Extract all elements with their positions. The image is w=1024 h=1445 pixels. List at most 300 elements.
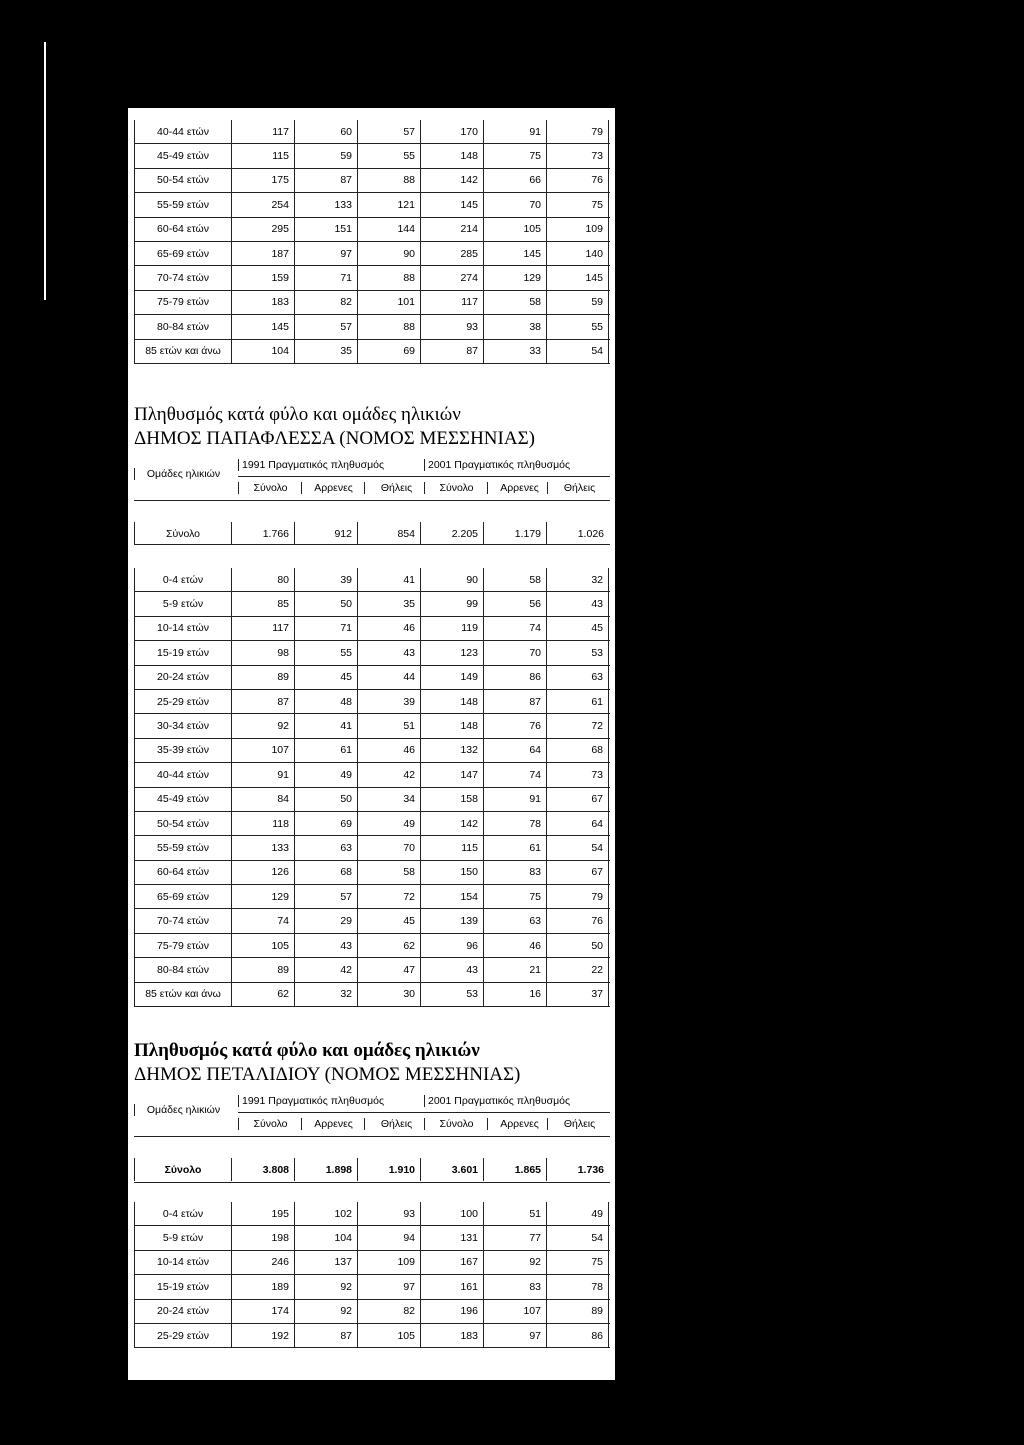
value-cell: 101 [357, 291, 420, 314]
sub-header-total-1991: Σύνολο [238, 482, 302, 494]
value-cell: 46 [483, 934, 546, 957]
value-cell: 38 [483, 315, 546, 338]
value-cell: 43 [294, 934, 357, 957]
value-cell: 82 [294, 291, 357, 314]
value-cell: 54 [546, 836, 609, 859]
value-cell: 187 [231, 242, 294, 265]
value-cell: 74 [483, 763, 546, 786]
value-cell: 89 [546, 1300, 609, 1323]
value-cell: 97 [357, 1275, 420, 1298]
value-cell: 75 [546, 193, 609, 216]
value-cell: 44 [357, 666, 420, 689]
table-row [134, 763, 610, 787]
value-cell: 94 [357, 1226, 420, 1249]
value-cell: 83 [483, 861, 546, 884]
sub-header-male-1991: Αρρενες [301, 1118, 365, 1130]
sub-header-male-1991: Αρρενες [301, 482, 365, 494]
value-cell: 198 [231, 1226, 294, 1249]
value-cell: 183 [231, 291, 294, 314]
value-cell: 183 [420, 1324, 483, 1347]
value-cell: 68 [294, 861, 357, 884]
petalidiou-title-line1: Πληθυσμός κατά φύλο και ομάδες ηλικιών [134, 1040, 480, 1061]
table-row [134, 885, 610, 909]
value-cell: 35 [294, 340, 357, 363]
value-cell: 133 [231, 836, 294, 859]
value-cell: 105 [231, 934, 294, 957]
value-cell: 43 [357, 641, 420, 664]
value-cell: 76 [546, 169, 609, 192]
top-continuation-table [134, 120, 610, 364]
papaflessa-header [134, 456, 610, 496]
age-group-cell: 70-74 ετών [134, 266, 231, 289]
value-cell: 87 [420, 340, 483, 363]
value-cell: 92 [294, 1275, 357, 1298]
value-cell: 29 [294, 909, 357, 932]
total-value: 2.205 [420, 522, 483, 545]
total-value: 1.026 [546, 522, 609, 545]
value-cell: 79 [546, 120, 609, 143]
value-cell: 97 [483, 1324, 546, 1347]
value-cell: 39 [294, 568, 357, 591]
value-cell: 84 [231, 788, 294, 811]
value-cell: 140 [546, 242, 609, 265]
table-row [134, 340, 610, 364]
age-group-cell: 10-14 ετών [134, 617, 231, 640]
value-cell: 34 [357, 788, 420, 811]
value-cell: 46 [357, 739, 420, 762]
total-value: 1.766 [231, 522, 294, 545]
value-cell: 51 [483, 1202, 546, 1225]
value-cell: 115 [231, 144, 294, 167]
sub-header-total-2001: Σύνολο [424, 1118, 488, 1130]
value-cell: 107 [483, 1300, 546, 1323]
table-row [134, 812, 610, 836]
value-cell: 43 [420, 958, 483, 981]
value-cell: 63 [294, 836, 357, 859]
value-cell: 50 [294, 592, 357, 615]
value-cell: 149 [420, 666, 483, 689]
value-cell: 56 [483, 592, 546, 615]
value-cell: 54 [546, 340, 609, 363]
age-group-cell: 75-79 ετών [134, 934, 231, 957]
value-cell: 43 [546, 592, 609, 615]
age-group-cell: 60-64 ετών [134, 218, 231, 241]
value-cell: 37 [546, 983, 609, 1006]
value-cell: 167 [420, 1251, 483, 1274]
value-cell: 117 [231, 120, 294, 143]
value-cell: 58 [483, 568, 546, 591]
table-row [134, 714, 610, 738]
value-cell: 45 [294, 666, 357, 689]
value-cell: 145 [483, 242, 546, 265]
value-cell: 46 [357, 617, 420, 640]
age-groups-header: Ομάδες ηλικιών [134, 468, 232, 480]
age-group-cell: 0-4 ετών [134, 1202, 231, 1225]
value-cell: 137 [294, 1251, 357, 1274]
value-cell: 87 [483, 690, 546, 713]
papaflessa-total-row [134, 522, 610, 545]
age-group-cell: 5-9 ετών [134, 592, 231, 615]
age-group-cell: 0-4 ετών [134, 568, 231, 591]
value-cell: 115 [420, 836, 483, 859]
value-cell: 214 [420, 218, 483, 241]
value-cell: 93 [420, 315, 483, 338]
value-cell: 64 [483, 739, 546, 762]
value-cell: 72 [357, 885, 420, 908]
value-cell: 69 [357, 340, 420, 363]
value-cell: 47 [357, 958, 420, 981]
value-cell: 91 [231, 763, 294, 786]
table-row [134, 1202, 610, 1226]
table-row [134, 266, 610, 290]
value-cell: 97 [294, 242, 357, 265]
value-cell: 74 [231, 909, 294, 932]
value-cell: 92 [483, 1251, 546, 1274]
table-row [134, 788, 610, 812]
value-cell: 48 [294, 690, 357, 713]
age-groups-header: Ομάδες ηλικιών [134, 1104, 232, 1116]
value-cell: 142 [420, 169, 483, 192]
age-group-cell: 25-29 ετών [134, 690, 231, 713]
value-cell: 83 [483, 1275, 546, 1298]
value-cell: 49 [357, 812, 420, 835]
value-cell: 148 [420, 690, 483, 713]
value-cell: 87 [294, 1324, 357, 1347]
value-cell: 50 [546, 934, 609, 957]
value-cell: 145 [546, 266, 609, 289]
value-cell: 57 [294, 315, 357, 338]
value-cell: 87 [231, 690, 294, 713]
papaflessa-table [134, 568, 610, 1007]
age-group-cell: 50-54 ετών [134, 169, 231, 192]
value-cell: 100 [420, 1202, 483, 1225]
age-group-cell: 30-34 ετών [134, 714, 231, 737]
group-2001-header: 2001 Πραγματικός πληθυσμός [424, 459, 610, 471]
table-row [134, 641, 610, 665]
total-value: 1.736 [546, 1158, 609, 1181]
group-1991-header: 1991 Πραγματικός πληθυσμός [238, 1095, 424, 1107]
value-cell: 78 [546, 1275, 609, 1298]
value-cell: 195 [231, 1202, 294, 1225]
value-cell: 144 [357, 218, 420, 241]
sub-header-female-2001: Θήλεις [547, 1118, 611, 1130]
petalidiou-total-row [134, 1158, 610, 1181]
table-row [134, 1251, 610, 1275]
total-value: 1.898 [294, 1158, 357, 1181]
papaflessa-title-line2: ΔΗΜΟΣ ΠΑΠΑΦΛΕΣΣΑ (ΝΟΜΟΣ ΜΕΣΣΗΝΙΑΣ) [134, 428, 535, 449]
value-cell: 88 [357, 315, 420, 338]
value-cell: 107 [231, 739, 294, 762]
value-cell: 86 [483, 666, 546, 689]
value-cell: 109 [357, 1251, 420, 1274]
value-cell: 57 [294, 885, 357, 908]
age-group-cell: 15-19 ετών [134, 641, 231, 664]
value-cell: 71 [294, 617, 357, 640]
value-cell: 105 [483, 218, 546, 241]
total-value: 3.601 [420, 1158, 483, 1181]
age-group-cell: 45-49 ετών [134, 144, 231, 167]
value-cell: 123 [420, 641, 483, 664]
value-cell: 129 [231, 885, 294, 908]
total-value: 1.865 [483, 1158, 546, 1181]
group-1991-header: 1991 Πραγματικός πληθυσμός [238, 459, 424, 471]
age-group-cell: 40-44 ετών [134, 120, 231, 143]
value-cell: 76 [546, 909, 609, 932]
value-cell: 67 [546, 788, 609, 811]
value-cell: 295 [231, 218, 294, 241]
value-cell: 88 [357, 169, 420, 192]
value-cell: 151 [294, 218, 357, 241]
value-cell: 104 [294, 1226, 357, 1249]
value-cell: 274 [420, 266, 483, 289]
value-cell: 70 [357, 836, 420, 859]
sub-header-female-1991: Θήλεις [364, 1118, 428, 1130]
value-cell: 75 [483, 885, 546, 908]
value-cell: 90 [357, 242, 420, 265]
age-group-cell: 50-54 ετών [134, 812, 231, 835]
age-group-cell: 85 ετών και άνω [134, 983, 231, 1006]
value-cell: 90 [420, 568, 483, 591]
value-cell: 154 [420, 885, 483, 908]
table-row [134, 909, 610, 933]
table-row [134, 568, 610, 592]
table-row [134, 315, 610, 339]
value-cell: 98 [231, 641, 294, 664]
value-cell: 61 [483, 836, 546, 859]
value-cell: 32 [546, 568, 609, 591]
value-cell: 145 [420, 193, 483, 216]
value-cell: 55 [357, 144, 420, 167]
table-row [134, 169, 610, 193]
value-cell: 59 [294, 144, 357, 167]
value-cell: 53 [546, 641, 609, 664]
value-cell: 170 [420, 120, 483, 143]
value-cell: 58 [357, 861, 420, 884]
value-cell: 71 [294, 266, 357, 289]
value-cell: 88 [357, 266, 420, 289]
value-cell: 109 [546, 218, 609, 241]
table-row [134, 218, 610, 242]
petalidiou-title-line2: ΔΗΜΟΣ ΠΕΤΑΛΙΔΙΟΥ (ΝΟΜΟΣ ΜΕΣΣΗΝΙΑΣ) [134, 1064, 521, 1085]
value-cell: 196 [420, 1300, 483, 1323]
value-cell: 86 [546, 1324, 609, 1347]
value-cell: 189 [231, 1275, 294, 1298]
sub-header-female-1991: Θήλεις [364, 482, 428, 494]
value-cell: 67 [546, 861, 609, 884]
value-cell: 85 [231, 592, 294, 615]
table-row [134, 836, 610, 860]
value-cell: 51 [357, 714, 420, 737]
value-cell: 60 [294, 120, 357, 143]
total-label: Σύνολο [134, 522, 231, 545]
document-page [128, 108, 615, 1380]
value-cell: 104 [231, 340, 294, 363]
age-group-cell: 15-19 ετών [134, 1275, 231, 1298]
age-group-cell: 55-59 ετών [134, 193, 231, 216]
value-cell: 42 [357, 763, 420, 786]
value-cell: 174 [231, 1300, 294, 1323]
table-row [134, 1300, 610, 1324]
value-cell: 61 [546, 690, 609, 713]
table-row [134, 592, 610, 616]
value-cell: 73 [546, 763, 609, 786]
value-cell: 175 [231, 169, 294, 192]
value-cell: 119 [420, 617, 483, 640]
value-cell: 132 [420, 739, 483, 762]
value-cell: 16 [483, 983, 546, 1006]
value-cell: 192 [231, 1324, 294, 1347]
value-cell: 42 [294, 958, 357, 981]
value-cell: 57 [357, 120, 420, 143]
value-cell: 118 [231, 812, 294, 835]
value-cell: 99 [420, 592, 483, 615]
total-value: 1.179 [483, 522, 546, 545]
value-cell: 148 [420, 714, 483, 737]
table-row [134, 291, 610, 315]
value-cell: 82 [357, 1300, 420, 1323]
value-cell: 89 [231, 958, 294, 981]
age-group-cell: 45-49 ετών [134, 788, 231, 811]
table-row [134, 934, 610, 958]
value-cell: 126 [231, 861, 294, 884]
age-group-cell: 20-24 ετών [134, 666, 231, 689]
total-value: 854 [357, 522, 420, 545]
value-cell: 49 [546, 1202, 609, 1225]
total-label: Σύνολο [134, 1158, 231, 1181]
age-group-cell: 35-39 ετών [134, 739, 231, 762]
value-cell: 121 [357, 193, 420, 216]
value-cell: 161 [420, 1275, 483, 1298]
value-cell: 74 [483, 617, 546, 640]
value-cell: 145 [231, 315, 294, 338]
table-row [134, 144, 610, 168]
value-cell: 91 [483, 120, 546, 143]
age-group-cell: 10-14 ετών [134, 1251, 231, 1274]
value-cell: 76 [483, 714, 546, 737]
sub-header-total-1991: Σύνολο [238, 1118, 302, 1130]
value-cell: 117 [420, 291, 483, 314]
value-cell: 254 [231, 193, 294, 216]
table-row [134, 617, 610, 641]
value-cell: 150 [420, 861, 483, 884]
value-cell: 102 [294, 1202, 357, 1225]
value-cell: 131 [420, 1226, 483, 1249]
value-cell: 59 [546, 291, 609, 314]
table-row [134, 1226, 610, 1250]
value-cell: 87 [294, 169, 357, 192]
age-group-cell: 65-69 ετών [134, 885, 231, 908]
table-row [134, 983, 610, 1007]
value-cell: 147 [420, 763, 483, 786]
value-cell: 64 [546, 812, 609, 835]
value-cell: 89 [231, 666, 294, 689]
total-value: 3.808 [231, 1158, 294, 1181]
value-cell: 70 [483, 193, 546, 216]
petalidiou-table [134, 1202, 610, 1348]
table-row [134, 690, 610, 714]
value-cell: 105 [357, 1324, 420, 1347]
value-cell: 50 [294, 788, 357, 811]
table-row [134, 242, 610, 266]
total-value: 1.910 [357, 1158, 420, 1181]
value-cell: 32 [294, 983, 357, 1006]
table-row [134, 1324, 610, 1348]
age-group-cell: 5-9 ετών [134, 1226, 231, 1249]
value-cell: 246 [231, 1251, 294, 1274]
value-cell: 75 [546, 1251, 609, 1274]
table-row [134, 958, 610, 982]
value-cell: 45 [357, 909, 420, 932]
papaflessa-title-line1: Πληθυσμός κατά φύλο και ομάδες ηλικιών [134, 404, 461, 425]
age-group-cell: 25-29 ετών [134, 1324, 231, 1347]
value-cell: 55 [546, 315, 609, 338]
value-cell: 63 [546, 666, 609, 689]
value-cell: 148 [420, 144, 483, 167]
petalidiou-header [134, 1092, 610, 1132]
age-group-cell: 75-79 ετών [134, 291, 231, 314]
sub-header-female-2001: Θήλεις [547, 482, 611, 494]
table-row [134, 193, 610, 217]
sub-header-total-2001: Σύνολο [424, 482, 488, 494]
age-group-cell: 80-84 ετών [134, 958, 231, 981]
group-2001-header: 2001 Πραγματικός πληθυσμός [424, 1095, 610, 1107]
value-cell: 96 [420, 934, 483, 957]
value-cell: 41 [294, 714, 357, 737]
value-cell: 39 [357, 690, 420, 713]
total-value: 912 [294, 522, 357, 545]
age-group-cell: 70-74 ετών [134, 909, 231, 932]
value-cell: 158 [420, 788, 483, 811]
value-cell: 62 [357, 934, 420, 957]
value-cell: 21 [483, 958, 546, 981]
value-cell: 139 [420, 909, 483, 932]
value-cell: 142 [420, 812, 483, 835]
value-cell: 54 [546, 1226, 609, 1249]
age-group-cell: 55-59 ετών [134, 836, 231, 859]
value-cell: 72 [546, 714, 609, 737]
left-margin-line [44, 42, 46, 300]
value-cell: 92 [231, 714, 294, 737]
age-group-cell: 40-44 ετών [134, 763, 231, 786]
value-cell: 55 [294, 641, 357, 664]
value-cell: 41 [357, 568, 420, 591]
age-group-cell: 65-69 ετών [134, 242, 231, 265]
value-cell: 129 [483, 266, 546, 289]
value-cell: 80 [231, 568, 294, 591]
table-row [134, 739, 610, 763]
sub-header-male-2001: Αρρενες [487, 1118, 551, 1130]
sub-header-male-2001: Αρρενες [487, 482, 551, 494]
value-cell: 49 [294, 763, 357, 786]
value-cell: 77 [483, 1226, 546, 1249]
value-cell: 69 [294, 812, 357, 835]
value-cell: 91 [483, 788, 546, 811]
value-cell: 70 [483, 641, 546, 664]
value-cell: 75 [483, 144, 546, 167]
value-cell: 93 [357, 1202, 420, 1225]
value-cell: 45 [546, 617, 609, 640]
age-group-cell: 60-64 ετών [134, 861, 231, 884]
table-row [134, 1275, 610, 1299]
value-cell: 66 [483, 169, 546, 192]
age-group-cell: 80-84 ετών [134, 315, 231, 338]
table-row [134, 861, 610, 885]
value-cell: 58 [483, 291, 546, 314]
value-cell: 63 [483, 909, 546, 932]
value-cell: 117 [231, 617, 294, 640]
value-cell: 35 [357, 592, 420, 615]
table-row [134, 666, 610, 690]
